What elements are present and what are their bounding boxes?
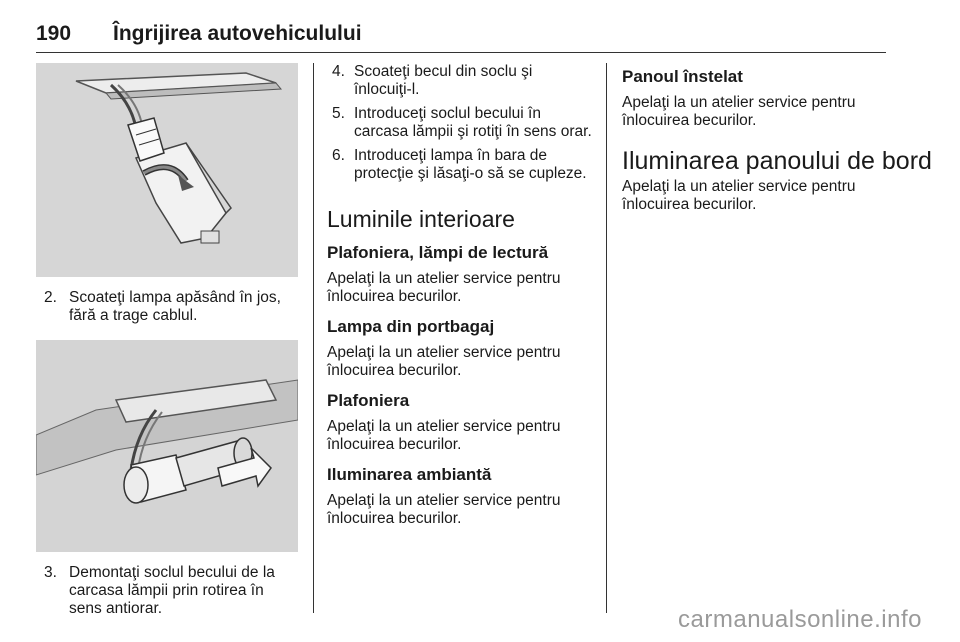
subsection-text: Apelaţi la un atelier service pentru înlocuirea becurilor.	[327, 344, 561, 379]
subsection-title: Iluminarea ambiantă	[327, 465, 492, 484]
column-middle	[327, 63, 592, 528]
socket-rotate-illustration	[36, 340, 298, 552]
step-number: 4.	[332, 63, 345, 80]
section-text: Apelaţi la un atelier service pentru înlocuirea becurilor.	[622, 178, 856, 213]
step-5	[327, 105, 592, 141]
column-divider	[313, 63, 314, 613]
subsection-text: Apelaţi la un atelier service pentru înlocuirea becurilor.	[327, 418, 561, 453]
chapter-title: Îngrijirea autovehiculului	[113, 22, 362, 45]
step-3	[44, 564, 298, 618]
step-number: 2.	[44, 289, 57, 306]
step-2	[44, 289, 298, 325]
subsection-title-starry-panel: Panoul înstelat	[622, 67, 743, 86]
column-left	[36, 63, 298, 618]
subsection-title: Plafoniera	[327, 391, 410, 410]
page-header	[36, 22, 886, 53]
step-text: Scoateţi becul din soclu şi înlocuiţi-l.	[354, 63, 533, 98]
column-right	[622, 63, 932, 214]
column-divider	[606, 63, 607, 613]
steps-list	[327, 63, 592, 183]
step-text: Introduceţi soclul becului în carcasa lămpii şi rotiţi în sens orar.	[354, 105, 592, 140]
watermark: carmanualsonline.info	[678, 606, 922, 633]
step-6	[327, 147, 592, 183]
step-number: 6.	[332, 147, 345, 164]
section-title-interior-lights: Luminile interioare	[327, 206, 515, 232]
subsection-text: Apelaţi la un atelier service pentru înlocuirea becurilor.	[327, 270, 561, 305]
subsection-text: Apelaţi la un atelier service pentru înlocuirea becurilor.	[327, 492, 561, 527]
subsection-title: Lampa din portbagaj	[327, 317, 495, 336]
section-title-dashboard-lighting: Iluminarea panoului de bord	[622, 147, 932, 175]
subsection-title: Plafoniera, lămpi de lectură	[327, 243, 549, 262]
lamp-press-illustration	[36, 63, 298, 277]
step-text: Introduceţi lampa în bara de protecţie şi lăsaţi-o să se cupleze.	[354, 147, 587, 182]
step-text: Demontaţi soclul becului de la carcasa lămpii prin rotirea în sens antiorar.	[69, 564, 275, 617]
step-text: Scoateţi lampa apăsând în jos, fără a trage cablul.	[69, 289, 281, 324]
step-number: 3.	[44, 564, 57, 581]
step-4	[327, 63, 592, 99]
figure-lamp-removal	[36, 63, 298, 277]
step-number: 5.	[332, 105, 345, 122]
page-number: 190	[36, 22, 72, 45]
subsection-text: Apelaţi la un atelier service pentru înlocuirea becurilor.	[622, 94, 856, 129]
figure-socket-removal	[36, 340, 298, 552]
